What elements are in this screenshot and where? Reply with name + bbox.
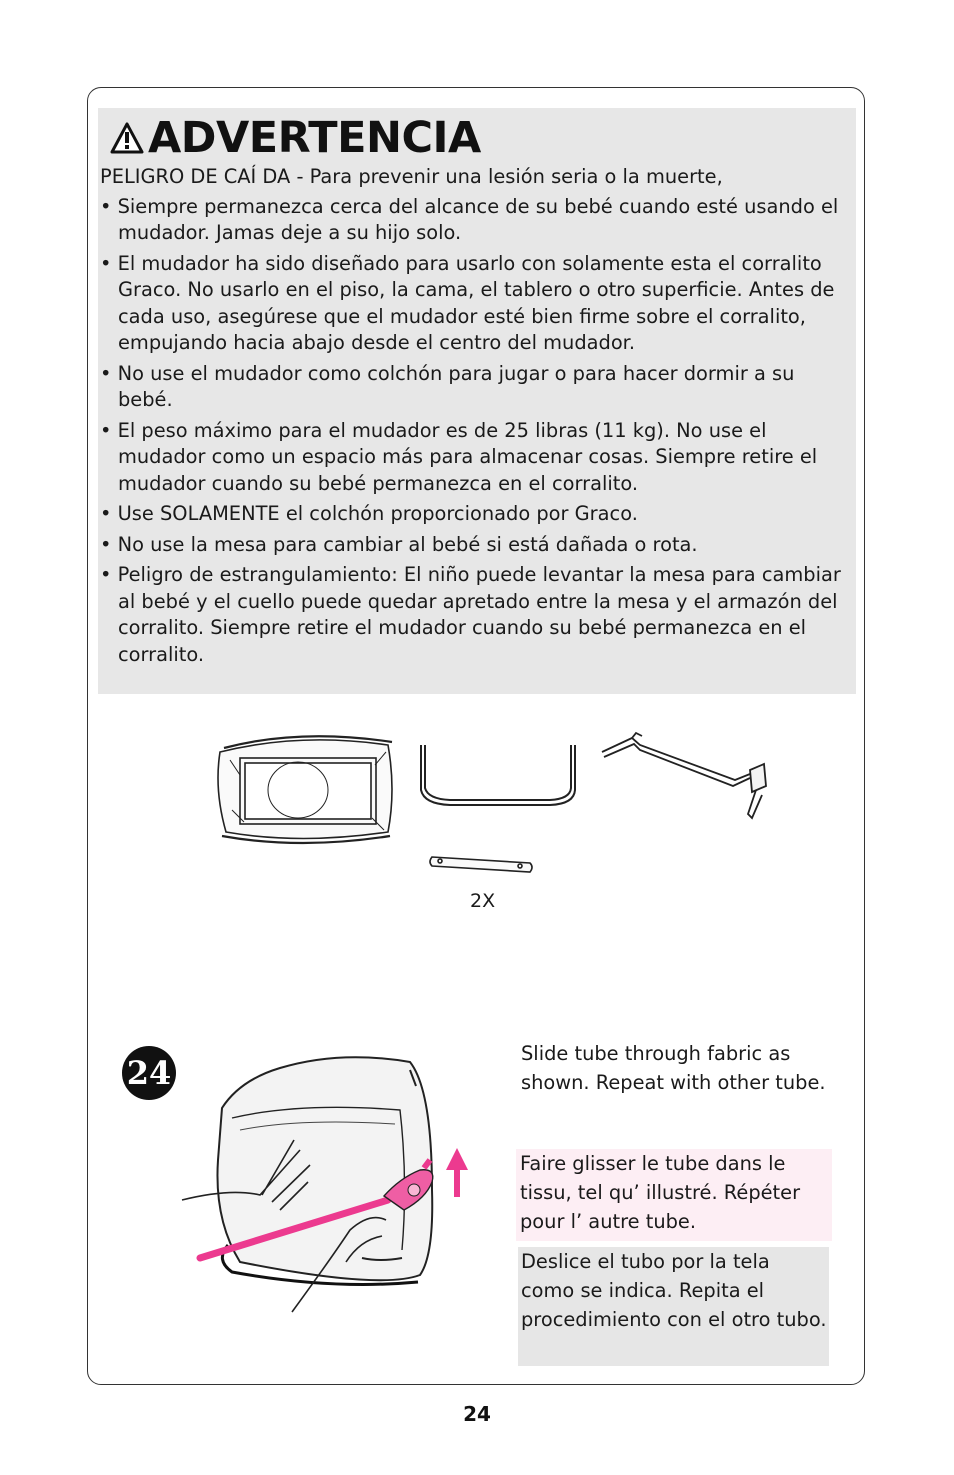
warning-title: ADVERTENCIA xyxy=(148,113,481,163)
warning-list xyxy=(100,194,848,669)
step-instruction-english: Slide tube through fabric as shown. Repeat with other tube. xyxy=(521,1042,826,1094)
warning-item: • El peso máximo para el mudador es de 25 libras (11 kg). No use el mudador como un espacio más para almacenar cosas. Siempre retire el mudador cuando su bebé permanezca en el corralito. xyxy=(100,418,848,498)
warning-body xyxy=(100,164,848,672)
warning-item: • No use la mesa para cambiar al bebé si está dañada o rota. xyxy=(100,532,848,559)
warning-item: • El mudador ha sido diseñado para usarlo con solamente esta el corralito Graco. No usarlo en el piso, la cama, el tablero o otro superficie. Antes de cada uso, asegúrese que el mudador esté bien firme sobre el corralito, empujando hacia abajo desde el centro del mudador. xyxy=(100,251,848,357)
warning-item: • Use SOLAMENTE el colchón proporcionado por Graco. xyxy=(100,501,848,528)
warning-intro: PELIGRO DE CAÍ DA - Para prevenir una lesión seria o la muerte, xyxy=(100,165,723,188)
warning-heading xyxy=(110,110,481,166)
warning-triangle-icon xyxy=(110,122,144,154)
step-instruction-spanish: Deslice el tubo por la tela como se indica. Repita el procedimiento con el otro tubo. xyxy=(518,1247,829,1366)
warning-box xyxy=(98,108,856,694)
tube-quantity-label: 2X xyxy=(470,890,496,912)
page-number: 24 xyxy=(463,1402,491,1426)
warning-item: • Siempre permanezca cerca del alcance de su bebé cuando esté usando el mudador. Jamas deje a su hijo solo. xyxy=(100,194,848,247)
step-instruction-french: Faire glisser le tube dans le tissu, tel qu’ illustré. Répéter pour l’ autre tube. xyxy=(516,1149,832,1241)
warning-item: • No use el mudador como colchón para jugar o para hacer dormir a su bebé. xyxy=(100,361,848,414)
step-number-badge: 24 xyxy=(122,1046,176,1100)
warning-item: • Peligro de estrangulamiento: El niño puede levantar la mesa para cambiar al bebé y el cuello puede quedar apretado entre la mesa y el armazón del corralito. Siempre retire el mudador cuando su bebé permanezca en el corralito. xyxy=(100,562,848,668)
